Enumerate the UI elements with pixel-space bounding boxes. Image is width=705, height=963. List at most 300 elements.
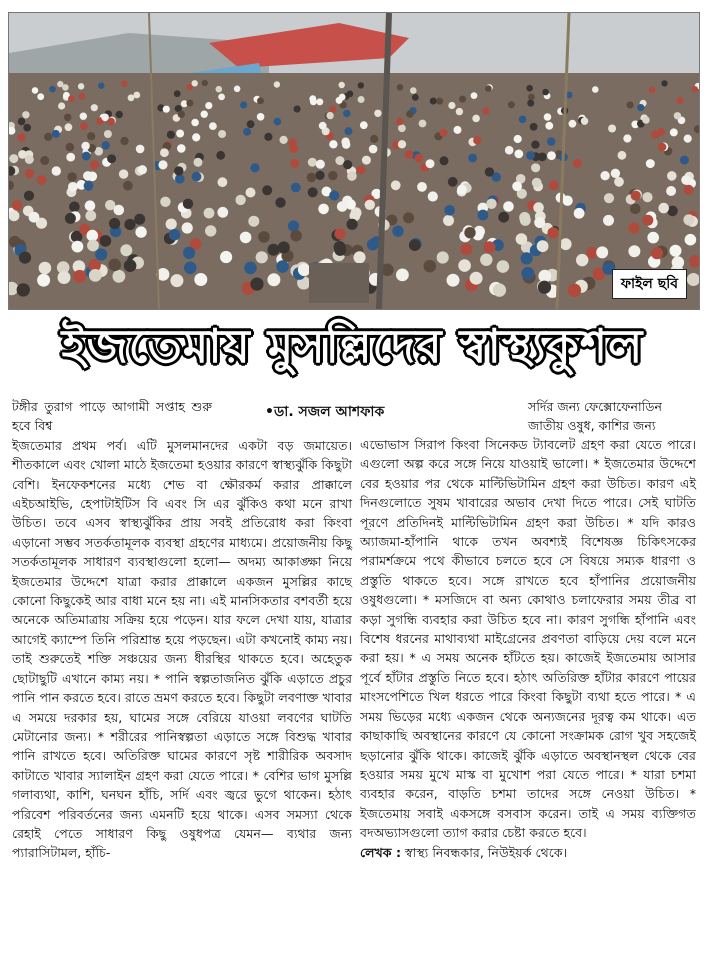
crowd-figure (396, 118, 404, 126)
crowd-figure (85, 210, 96, 221)
crowd-figure (308, 187, 318, 197)
crowd-figure (243, 128, 251, 136)
writer-text: স্বাস্থ্য নিবন্ধকার, নিউইয়র্ক থেকে। (405, 844, 568, 860)
crowd-figure (80, 113, 87, 120)
crowd-figure (472, 115, 480, 123)
crowd-figure (121, 80, 127, 86)
crowd-figure (649, 87, 656, 94)
crowd-figure (120, 244, 132, 256)
crowd-figure (37, 175, 47, 185)
crowd-figure (406, 110, 413, 117)
crowd-figure (514, 150, 523, 159)
crowd-figure (84, 181, 94, 191)
crowd-figure (574, 208, 585, 219)
crowd-figure (107, 154, 116, 163)
crowd-figure (444, 205, 455, 216)
crowd-figure (471, 92, 478, 99)
crowd-figure (218, 130, 226, 138)
crowd-figure (246, 188, 256, 198)
crowd-figure (307, 173, 317, 183)
crowd-figure (459, 96, 466, 103)
crowd-figure (448, 177, 458, 187)
crowd-figure (521, 252, 533, 264)
crowd-figure (58, 102, 65, 109)
crowd-figure (29, 212, 40, 223)
crowd-figure (72, 241, 84, 253)
crowd-figure (192, 80, 198, 86)
crowd-figure (69, 202, 80, 213)
crowd-figure (191, 119, 199, 127)
crowd-figure (661, 80, 667, 86)
crowd-figure (631, 191, 641, 201)
crowd-figure (202, 80, 208, 86)
crowd-figure (458, 259, 471, 272)
crowd-figure (119, 169, 128, 178)
article-column-1 (12, 397, 352, 863)
crowd-figure (240, 232, 252, 244)
crowd-figure (244, 262, 257, 275)
crowd-figure (443, 215, 454, 226)
crowd-figure (457, 185, 467, 195)
crowd-figure (343, 160, 352, 169)
crowd-figure (316, 160, 325, 169)
crowd-figure (52, 166, 61, 175)
crowd-figure (410, 87, 417, 94)
crowd-figure (576, 254, 588, 266)
crowd-figure (618, 151, 627, 160)
crowd-figure (464, 227, 475, 238)
crowd-figure (392, 226, 403, 237)
crowd-figure (240, 101, 247, 108)
crowd-figure (358, 82, 364, 88)
crowd-figure (684, 135, 692, 143)
crowd-figure (216, 86, 223, 93)
crowd-figure (288, 220, 299, 231)
crowd-figure (414, 154, 423, 163)
crowd-figure (460, 243, 472, 255)
crowd-figure (486, 199, 496, 209)
crowd-figure (205, 225, 216, 236)
crowd-figure (9, 154, 18, 163)
crowd-figure (569, 120, 577, 128)
crowd-figure (68, 95, 75, 102)
crowd-figure (264, 133, 272, 141)
crowd-figure (627, 101, 634, 108)
crowd-figure (309, 95, 316, 102)
crowd-figure (685, 234, 697, 246)
crowd-figure (538, 281, 551, 294)
crowd-figure (18, 118, 26, 126)
crowd-figure (440, 156, 449, 165)
crowd-figure (250, 163, 259, 172)
crowd-figure (374, 110, 381, 117)
crowd-figure (100, 235, 112, 247)
crowd-figure (362, 156, 371, 165)
crowd-figure (369, 145, 378, 154)
crowd-figure (334, 228, 345, 239)
crowd-figure (526, 151, 535, 160)
crowd-figure (220, 251, 232, 263)
crowd-figure (508, 101, 515, 108)
crowd-figure (356, 165, 365, 174)
crowd-figure (9, 210, 19, 221)
crowd-figure (534, 217, 545, 228)
crowd-figure (480, 254, 492, 266)
crowd-figure (262, 185, 272, 195)
crowd-figure (498, 212, 509, 223)
crowd-figure (545, 122, 553, 130)
crowd-figure (630, 204, 641, 215)
crowd-figure (291, 183, 301, 193)
crowd-figure (680, 156, 689, 165)
crowd-figure (83, 171, 93, 181)
crowd-figure (319, 122, 327, 130)
crowd-figure (174, 166, 183, 175)
crowd-figure (40, 156, 49, 165)
crowd-figure (192, 133, 200, 141)
crowd-figure (235, 195, 245, 205)
crowd-figure (329, 190, 339, 200)
crowd-figure (57, 81, 63, 87)
crowd-figure (424, 260, 437, 273)
crowd-figure (329, 106, 336, 113)
crowd-figure (419, 120, 427, 128)
crowd-figure (412, 94, 419, 101)
crowd-figure (328, 171, 337, 180)
crowd-figure (58, 271, 71, 284)
crowd-figure (337, 201, 348, 212)
crowd-figure (136, 145, 145, 154)
crowd-figure (37, 274, 50, 287)
crowd-figure (683, 214, 694, 225)
crowd-figure (528, 94, 535, 101)
crowd-figure (391, 180, 401, 190)
crowd-figure (23, 124, 31, 132)
crowd-figure (542, 89, 549, 96)
byline: • ডা. সজল আশফাক (265, 400, 384, 424)
article-column-2 (360, 435, 696, 862)
crowd-figure (89, 269, 102, 282)
crowd-figure (116, 111, 123, 118)
crowd-figure (417, 182, 427, 192)
crowd-figure (247, 120, 255, 128)
crowd-figure (573, 159, 582, 168)
crowd-figure (482, 107, 489, 114)
crowd-figure (530, 123, 538, 131)
crowd-figure (531, 141, 539, 149)
crowd-figure (316, 98, 323, 105)
related-text: সর্দির জন্য ফেক্সোফেনাডিন জাতীয় ওষুধ, কাশির জন্য (528, 399, 663, 434)
crowd-figure (497, 260, 510, 273)
crowd-figure (186, 100, 193, 107)
crowd-figure (347, 219, 358, 230)
crowd-figure (205, 102, 212, 109)
crowd-figure (403, 212, 414, 223)
crowd-figure (17, 283, 30, 296)
crowd-figure (329, 140, 337, 148)
crowd-figure (505, 146, 514, 155)
crowd-figure (512, 181, 522, 191)
crowd-figure (533, 202, 544, 213)
crowd-figure (158, 160, 167, 169)
crowd-figure (167, 131, 175, 139)
crowd-figure (647, 232, 659, 244)
crowd-figure (250, 278, 263, 291)
crowd-figure (194, 273, 207, 286)
crowd-figure (248, 216, 259, 227)
crowd-figure (646, 159, 655, 168)
crowd-figure (192, 172, 202, 182)
crowd-figure (485, 85, 492, 92)
crowd-figure (95, 248, 107, 260)
crowd-figure (80, 122, 88, 130)
crowd-figure (447, 274, 460, 287)
crowd-figure (39, 262, 52, 275)
crowd-figure (257, 97, 264, 104)
crowd-figure (19, 252, 31, 264)
crowd-figure (642, 215, 653, 226)
crowd-figure (133, 92, 140, 99)
crowd-figure (493, 283, 506, 296)
crowd-figure (67, 172, 77, 182)
crowd-figure (183, 199, 193, 209)
crowd-figure (169, 229, 180, 240)
crowd-figure (68, 182, 78, 192)
photo-caption: ফাইল ছবি (612, 269, 687, 299)
crowd-figure (160, 148, 169, 157)
crowd-figure (81, 142, 89, 150)
crowd-figure (367, 239, 379, 251)
crowd-figure (216, 151, 225, 160)
crowd-figure (473, 136, 481, 144)
crowd-figure (674, 112, 681, 119)
crowd-figure (73, 270, 86, 283)
crowd-figure (439, 129, 447, 137)
crowd-figure (217, 207, 228, 218)
crowd-figure (114, 205, 125, 216)
crowd-figure (82, 152, 91, 161)
crowd-figure (520, 215, 531, 226)
crowd-figure (108, 259, 121, 272)
crowd-figure (342, 141, 350, 149)
crowd-figure (334, 241, 346, 253)
crowd-figure (66, 143, 75, 152)
crowd-figure (182, 222, 193, 233)
crowd-figure (280, 136, 288, 144)
crowd-figure (514, 135, 522, 143)
crowd-figure (468, 154, 477, 163)
intro-text: টঙ্গীর তুরাগ পাড়ে আগামী সপ্তাহ শুরু হবে বিশ্ব (12, 399, 212, 434)
crowd-figure (642, 192, 652, 202)
crowd-figure (289, 144, 298, 153)
crowd-figure (670, 128, 678, 136)
crowd-figure (22, 111, 29, 118)
crowd-figure (532, 178, 542, 188)
crowd-figure (436, 98, 443, 105)
crowd-figure (692, 86, 699, 93)
crowd-figure (666, 186, 676, 196)
crowd-figure (335, 156, 344, 165)
crowd-figure (658, 203, 669, 214)
crowd-figure (18, 133, 26, 141)
crowd-figure (623, 134, 631, 142)
crowd-figure (194, 158, 203, 167)
crowd-figure (370, 135, 378, 143)
writer-credit (360, 843, 696, 862)
crowd-figure (268, 244, 280, 256)
crowd-figure (581, 117, 589, 125)
crowd-figure (294, 105, 301, 112)
crowd-figure (353, 251, 365, 263)
crowd-figure (521, 267, 534, 280)
crowd-figure (544, 113, 552, 121)
crowd-figure (176, 130, 184, 138)
crowd-figure (78, 83, 84, 89)
crowd-figure (138, 165, 147, 174)
crowd-figure (98, 83, 104, 89)
crowd-figure (651, 247, 663, 259)
crowd-figure (308, 158, 317, 167)
crowd-figure (174, 90, 181, 97)
crowd-figure (397, 84, 404, 91)
crowd-figure (257, 113, 265, 121)
crowd-figure (124, 219, 135, 230)
crowd-figure (603, 215, 614, 226)
crowd-figure (596, 246, 608, 258)
crowd-figure (276, 260, 289, 273)
column-2-text: এভোভাস সিরাপ কিংবা সিনেকড ট্যাবলেট গ্রহণ করা যেতে পারে। এগুলো অল্প করে সঙ্গে নিয়ে যাওয়াই ভালো। * ইজতেমার উদ্দেশে বের হওয়ার পর থেকে মাল্টিভিটামিন গ্রহণ করা উচিত। কারণ এই দিনগুলোতে সুষম খাবারের অভাব দেখা দিতে পারে। সেই ঘাটতি পূরণে প্রতিদিনই মাল্টিভিটামিন গ্রহণ করা উচিত। * যদি কারও অ্যাজমা-হাঁপানি থাকে তখন অবশ্যই বিশেষজ্ঞ চিকিৎসকের পরামর্শক্রমে পথে কীভাবে চলতে হবে সে বিষয়ে সম্যক ধারণা ও প্রস্তুতি থাকতে হবে। সঙ্গে রাখতে হবে হাঁপানির প্রয়োজনীয় ওষুধগুলো। * মসজিদে বা অন্য কোথাও চলাফেরার সময় তীব্র বা কড়া সুগন্ধি ব্যবহার করা উচিত হবে না। কারণ সুগন্ধি হাঁপানি এবং বিশেষ ধরনের মাথাব্যথা মাইগ্রেনের প্রবণতা বাড়িয়ে দেয় বলে মনে করা হয়। * এ সময় অনেক হাঁটতে হয়। কাজেই ইজতেমায় আসার পূর্বে হাঁটার প্রস্তুতি নিতে হবে। হঠাৎ অতিরিক্ত হাঁটার কারণে পায়ের মাংসপেশিতে খিল ধরতে পারে কিংবা কিছুটা ব্যথা হতে পারে। * এ সময় ভিড়ের মধ্যে একজন থেকে অন্যজনের দূরত্ব কম থাকে। এত কাছাকাছি অবস্থানের কারণে যে কোনো সংক্রামক রোগ খুব সহজেই ছড়ানোর ঝুঁকি থাকে। কাজেই ঝুঁকি এড়াতে অবস্থানস্থল থেকে বের হওয়ার সময় মুখে মাস্ক বা মুখোশ পরা যেতে পারে। * যারা চশমা ব্যবহার করেন, বাড়তি চশমা তাদের সঙ্গে নেওয়া উচিত। * ইজতেমায় সবাই একসঙ্গে বসবাস করেন। তাই এ সময় ব্যক্তিগত বদঅভ্যাসগুলো ত্যাগ করার চেষ্টা করতে হবে। (360, 437, 696, 841)
crowd-figure (527, 100, 534, 107)
crowd-figure (437, 251, 449, 263)
crowd-figure (478, 210, 489, 221)
crowd-figure (218, 177, 228, 187)
crowd-figure (234, 86, 241, 93)
crowd-figure (290, 230, 302, 242)
crowd-figure (178, 111, 185, 118)
crowd-figure (91, 104, 98, 111)
crowd-figure (667, 171, 677, 181)
crowd-figure (454, 126, 462, 134)
crowd-figure (123, 181, 133, 191)
crowd-figure (345, 127, 353, 135)
crowd-figure (560, 238, 572, 250)
crowd-figure (274, 81, 280, 87)
crowd-figure (339, 82, 345, 88)
crowd-figure (470, 272, 483, 285)
crowd-figure (275, 197, 285, 207)
crowd-figure (52, 130, 60, 138)
crowd-figure (456, 108, 463, 115)
crowd-figure (398, 140, 406, 148)
crowd-figure (428, 191, 438, 201)
crowd-figure (32, 87, 39, 94)
crowd-figure (90, 160, 99, 169)
crowd-figure (670, 245, 682, 257)
crowd-figure (611, 169, 620, 178)
crowd-figure (547, 151, 556, 160)
crowd-figure (25, 155, 34, 164)
crowd-figure (600, 171, 609, 180)
crowd-figure (547, 137, 555, 145)
crowd-figure (347, 171, 357, 181)
crowd-figure (218, 94, 225, 101)
crowd-figure (163, 106, 170, 113)
crowd-figure (548, 227, 559, 238)
crowd-figure (628, 245, 640, 257)
crowd-figure (109, 218, 120, 229)
crowd-figure (629, 223, 640, 234)
headline: ইজতেমায় মুসল্লিদের স্বাস্থ্যকুশল (61, 319, 644, 373)
crowd-figure (201, 111, 208, 118)
crowd-figure (526, 85, 533, 92)
crowd-figure (360, 121, 368, 129)
crowd-figure (430, 98, 437, 105)
crowd-figure (358, 96, 365, 103)
crowd-illustration (9, 13, 699, 309)
crowd-figure (24, 191, 34, 201)
crowd-figure (604, 193, 614, 203)
crowd-figure (256, 251, 268, 263)
crowd-figure (87, 240, 99, 252)
crowd-figure (672, 256, 684, 268)
crowd-figure (398, 124, 406, 132)
crowd-figure (642, 116, 650, 124)
crowd-figure (184, 262, 197, 275)
crowd-figure (12, 200, 22, 210)
crowd-figure (537, 240, 549, 252)
crowd-figure (684, 185, 694, 195)
crowd-figure (44, 133, 52, 141)
writer-label: লেখক : (360, 844, 401, 860)
crowd-figure (85, 200, 96, 211)
crowd-figure (65, 123, 73, 131)
crowd-figure (681, 175, 691, 185)
crowd-figure (290, 159, 299, 168)
crowd-figure (485, 167, 494, 176)
crowd-figure (134, 214, 145, 225)
crowd-figure (658, 143, 667, 152)
crowd-figure (87, 132, 95, 140)
crowd-figure (336, 97, 343, 104)
crowd-figure (298, 264, 311, 277)
crowd-figure (25, 169, 34, 178)
crowd-figure (135, 226, 146, 237)
crowd-figure (531, 163, 540, 172)
crowd-figure (37, 93, 44, 100)
crowd-figure (267, 273, 280, 286)
crowd-figure (519, 116, 527, 124)
crowd-figure (104, 130, 112, 138)
crowd-figure (405, 150, 414, 159)
crowd-figure (608, 125, 616, 133)
crowd-figure (409, 239, 421, 251)
crowd-figure (326, 112, 333, 119)
crowd-figure (516, 233, 528, 245)
crowd-figure (484, 241, 496, 253)
crowd-figure (677, 97, 684, 104)
crowd-figure (365, 200, 375, 210)
crowd-figure (278, 241, 290, 253)
crowd-figure (64, 114, 72, 122)
crowd-figure (315, 171, 324, 180)
crowd-figure (78, 93, 85, 100)
crowd-figure (120, 137, 128, 145)
crowd-figure (65, 213, 76, 224)
crowd-figure (614, 177, 624, 187)
crowd-figure (343, 110, 350, 117)
crowd-figure (274, 118, 282, 126)
crowd-photo (8, 12, 700, 310)
